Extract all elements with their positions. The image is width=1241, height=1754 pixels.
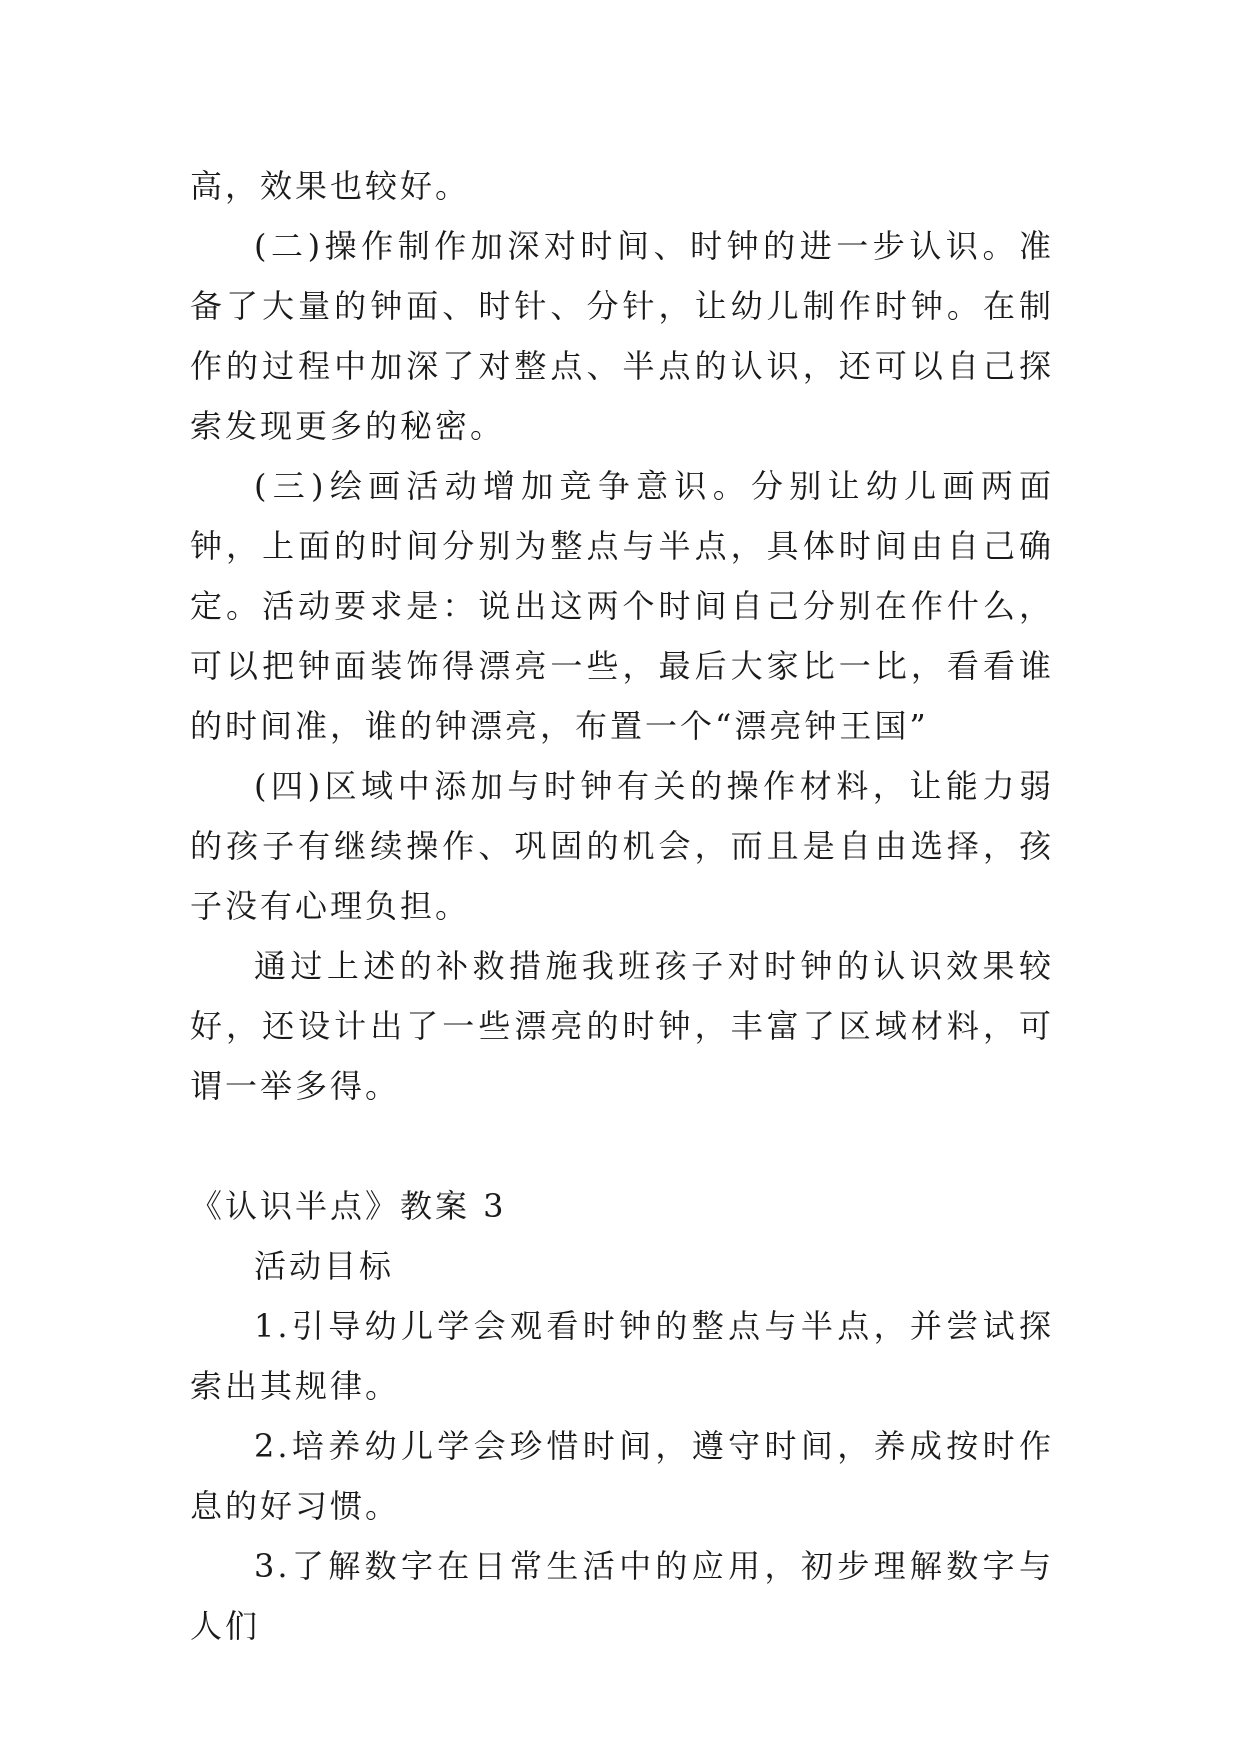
paragraph-item-2: (二)操作制作加深对时间、时钟的进一步认识。准备了大量的钟面、时针、分针，让幼儿制作时钟。在制作的过程中加深了对整点、半点的认识，还可以自己探索发现更多的秘密。 <box>190 227 1054 445</box>
paragraph-summary: 通过上述的补救措施我班孩子对时钟的认识效果较好，还设计出了一些漂亮的时钟，丰富了区域材料，可谓一举多得。 <box>190 947 1054 1105</box>
document-body <box>190 156 1054 1656</box>
paragraph-item-4: (四)区域中添加与时钟有关的操作材料，让能力弱的孩子有继续操作、巩固的机会，而且是自由选择，孩子没有心理负担。 <box>190 767 1054 925</box>
paragraph-continuation: 高，效果也较好。 <box>190 167 471 205</box>
section-title: 《认识半点》教案 3 <box>190 1187 507 1225</box>
activity-goals-heading: 活动目标 <box>254 1247 395 1285</box>
goal-item-1: 1.引导幼儿学会观看时钟的整点与半点，并尝试探索出其规律。 <box>190 1307 1054 1405</box>
goal-item-3: 3.了解数字在日常生活中的应用，初步理解数字与人们 <box>190 1547 1054 1645</box>
paragraph-item-3: (三)绘画活动增加竞争意识。分别让幼儿画两面钟，上面的时间分别为整点与半点，具体时间由自己确定。活动要求是：说出这两个时间自己分别在作什么，可以把钟面装饰得漂亮一些，最后大家比一比，看看谁的时间准，谁的钟漂亮，布置一个“漂亮钟王国” <box>190 467 1054 745</box>
goal-item-2: 2.培养幼儿学会珍惜时间，遵守时间，养成按时作息的好习惯。 <box>190 1427 1054 1525</box>
